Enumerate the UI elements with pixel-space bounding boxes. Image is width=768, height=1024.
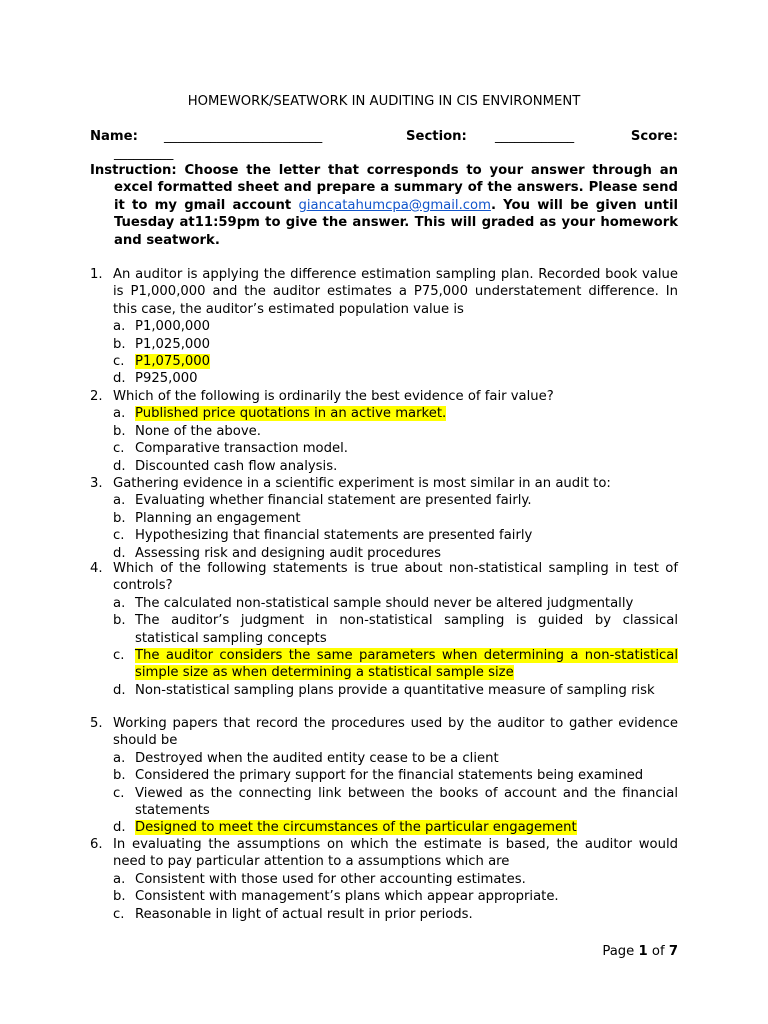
option-letter: b. xyxy=(113,423,126,439)
question-text: Which of the following is ordinarily the best evidence of fair value? xyxy=(113,389,554,404)
answer-options xyxy=(113,318,678,388)
of-word: of xyxy=(651,944,665,959)
name-blank: ________________________ xyxy=(164,129,323,144)
answer-options xyxy=(113,405,678,475)
answer-option xyxy=(113,785,678,820)
answer-option xyxy=(113,819,678,836)
page-footer xyxy=(602,944,678,959)
option-letter: d. xyxy=(113,545,126,561)
page-word: Page xyxy=(602,944,635,959)
question-number: 2. xyxy=(90,389,103,404)
highlighted-answer-text: Designed to meet the circumstances of the particular engagement xyxy=(135,820,577,836)
option-letter: d. xyxy=(113,371,126,387)
option-text: Evaluating whether financial statement are presented fairly. xyxy=(135,493,532,509)
score-label: Score: xyxy=(630,129,678,144)
option-letter: a. xyxy=(113,595,126,611)
option-text: P1,025,000 xyxy=(135,336,211,352)
student-info-header xyxy=(90,128,678,162)
option-text: P925,000 xyxy=(135,371,198,387)
option-letter: a. xyxy=(113,406,126,422)
answer-option xyxy=(113,682,678,699)
highlighted-answer-text: P1,075,000 xyxy=(135,354,211,370)
option-letter: b. xyxy=(113,768,126,784)
option-letter: d. xyxy=(113,458,126,474)
option-text: Hypothesizing that financial statements are presented fairly xyxy=(135,528,533,544)
option-text: None of the above. xyxy=(135,423,261,439)
question-item xyxy=(90,560,678,699)
answer-option xyxy=(113,353,678,370)
option-letter: c. xyxy=(113,441,125,457)
answer-options xyxy=(113,871,678,923)
question-text: Working papers that record the procedures used by the auditor to gather evidence should be xyxy=(113,716,678,749)
option-letter: a. xyxy=(113,319,126,335)
question-number: 4. xyxy=(90,561,103,576)
answer-option xyxy=(113,527,678,544)
answer-option xyxy=(113,767,678,784)
question-text: In evaluating the assumptions on which the estimate is based, the auditor would need to pay particular attention to a assumptions which are xyxy=(113,837,678,870)
option-letter: d. xyxy=(113,682,126,698)
answer-option xyxy=(113,405,678,422)
instruction-paragraph xyxy=(90,162,678,249)
instruction-text-after: . You will be given until Tuesday at11:59pm to give the answer. This will graded as your homework and seatwork. xyxy=(114,197,679,248)
answer-option xyxy=(113,871,678,888)
answer-option xyxy=(113,370,678,387)
answer-option xyxy=(113,510,678,527)
instruction-text-before: Instruction: Choose the letter that corresponds to your answer through an excel formatted sheet and prepare a summary of the answers. Please send it to my gmail account xyxy=(90,163,678,213)
option-letter: d. xyxy=(113,820,126,836)
email-link[interactable]: giancatahumcpa@gmail.com xyxy=(298,197,491,213)
answer-option xyxy=(113,888,678,905)
question-text: Which of the following statements is true about non-statistical sampling in test of controls? xyxy=(113,561,678,594)
section-label: Section: xyxy=(406,129,467,144)
option-text: Considered the primary support for the financial statements being examined xyxy=(135,768,644,784)
question-item xyxy=(90,388,678,475)
question-number: 1. xyxy=(90,267,103,282)
question-number: 6. xyxy=(90,837,103,852)
option-text: Assessing risk and designing audit procedures xyxy=(135,545,441,561)
option-letter: c. xyxy=(113,528,125,544)
question-item xyxy=(90,266,678,388)
option-text: Discounted cash flow analysis. xyxy=(135,458,338,474)
answer-option xyxy=(113,906,678,923)
option-text: Non-statistical sampling plans provide a quantitative measure of sampling risk xyxy=(135,682,655,698)
answer-option xyxy=(113,612,678,647)
answer-options xyxy=(113,492,678,562)
name-label: Name: xyxy=(90,129,138,144)
answer-option xyxy=(113,336,678,353)
option-text: Consistent with management’s plans which appear appropriate. xyxy=(135,889,559,905)
option-letter: c. xyxy=(113,785,125,801)
answer-option xyxy=(113,440,678,457)
question-number: 5. xyxy=(90,716,103,731)
answer-option xyxy=(113,458,678,475)
option-letter: b. xyxy=(113,613,126,629)
option-text: Planning an engagement xyxy=(135,510,301,526)
answer-option xyxy=(113,423,678,440)
option-text: Consistent with those used for other accounting estimates. xyxy=(135,871,526,887)
option-letter: a. xyxy=(113,493,126,509)
option-letter: a. xyxy=(113,750,126,766)
option-letter: a. xyxy=(113,871,126,887)
question-text: Gathering evidence in a scientific experiment is most similar in an audit to: xyxy=(113,476,611,491)
current-page-number: 1 xyxy=(638,944,648,959)
section-blank: ____________ xyxy=(495,129,575,144)
option-letter: b. xyxy=(113,336,126,352)
option-text: The auditor’s judgment in non-statistical sampling is guided by classical statistical sampling concepts xyxy=(135,613,678,646)
option-letter: b. xyxy=(113,889,126,905)
option-text: Viewed as the connecting link between the books of account and the financial statements xyxy=(135,785,678,819)
answer-option xyxy=(113,750,678,767)
option-text: The calculated non-statistical sample should never be altered judgmentally xyxy=(135,595,634,611)
answer-option xyxy=(113,318,678,335)
question-text: An auditor is applying the difference estimation sampling plan. Recorded book value is P1,000,000 and the auditor estimates a P75,000 understatement difference. In this case, the auditor’s estimated population value is xyxy=(113,267,678,317)
option-text: Comparative transaction model. xyxy=(135,441,348,457)
question-number: 3. xyxy=(90,476,103,491)
highlighted-answer-text: Published price quotations in an active market. xyxy=(135,406,447,422)
highlighted-answer-text: The auditor considers the same parameters when determining a non-statistical simple size as when determining a statistical sample size xyxy=(135,648,678,681)
answer-option xyxy=(113,492,678,509)
score-blank: _________ xyxy=(114,146,174,161)
option-letter: c. xyxy=(113,648,125,664)
option-text: Destroyed when the audited entity cease to be a client xyxy=(135,750,499,766)
question-item xyxy=(90,475,678,562)
answer-options xyxy=(113,595,678,699)
question-item xyxy=(90,715,678,837)
question-item xyxy=(90,836,678,923)
option-text: P1,000,000 xyxy=(135,319,211,335)
option-letter: c. xyxy=(113,354,125,370)
answer-options xyxy=(113,750,678,837)
option-letter: c. xyxy=(113,906,125,922)
option-text: Reasonable in light of actual result in prior periods. xyxy=(135,906,473,922)
answer-option xyxy=(113,595,678,612)
option-letter: b. xyxy=(113,510,126,526)
document-title: HOMEWORK/SEATWORK IN AUDITING IN CIS ENVIRONMENT xyxy=(187,94,581,109)
total-pages-number: 7 xyxy=(668,944,678,959)
answer-option xyxy=(113,647,678,682)
